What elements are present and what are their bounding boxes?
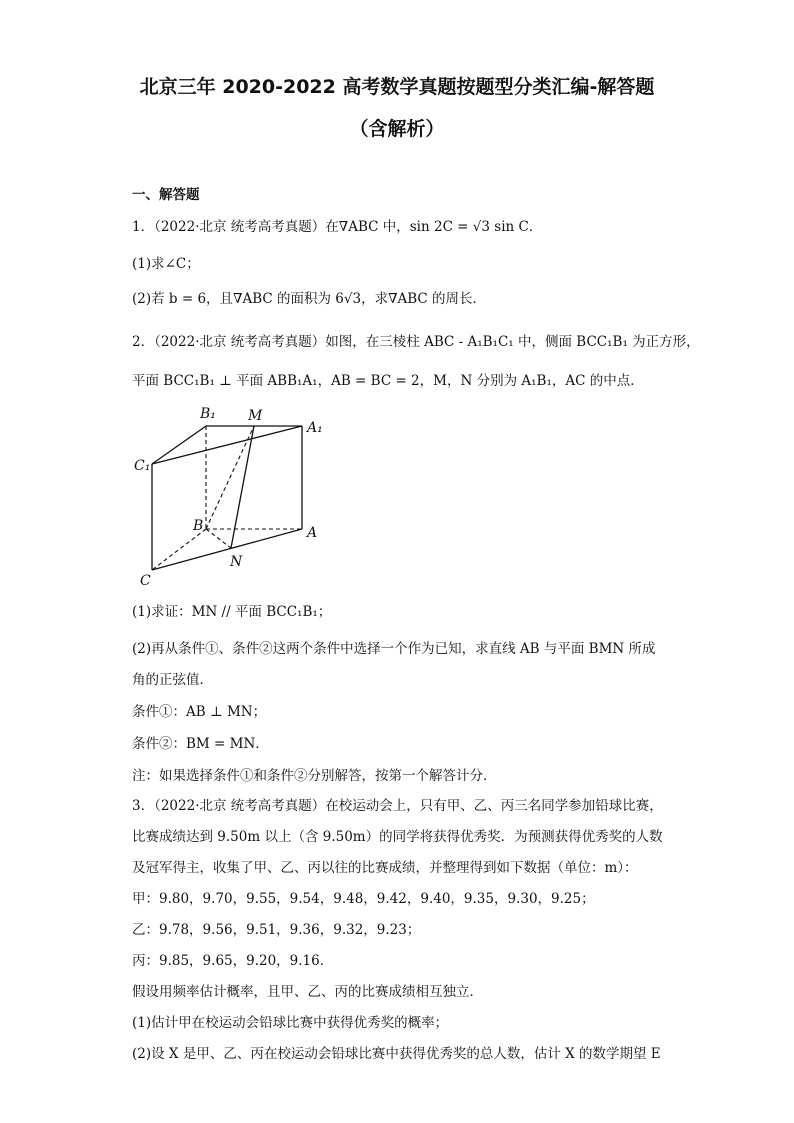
text-line: (1)求∠C；	[132, 256, 200, 272]
text-line: 比赛成绩达到 9.50m 以上（含 9.50m）的同学将获得优秀奖．为预测获得优秀奖的人数	[132, 829, 663, 845]
label-b: B	[193, 518, 204, 534]
segment-b-n	[206, 529, 231, 548]
segment-m-n	[231, 426, 254, 548]
label-c1: C₁	[134, 458, 151, 474]
text-line: 条件①：AB ⊥ MN；	[132, 704, 267, 720]
text-line: 乙：9.78，9.56，9.51，9.36，9.32，9.23；	[132, 922, 421, 938]
edge-c-a	[152, 529, 302, 570]
label-n: N	[230, 554, 243, 570]
edge-c1-b1	[152, 426, 206, 464]
text-line: (1)估计甲在校运动会铅球比赛中获得优秀奖的概率；	[132, 1015, 449, 1031]
text-line: 注：如果选择条件①和条件②分别解答，按第一个解答计分．	[132, 768, 497, 784]
text-line: 3．（2022·北京 统考高考真题）在校运动会上，只有甲、乙、丙三名同学参加铅球比赛，	[132, 798, 663, 814]
text-line: 条件②：BM = MN．	[132, 736, 269, 752]
text-line: (2)再从条件①、条件②这两个条件中选择一个作为已知，求直线 AB 与平面 BMN 所成	[132, 641, 656, 657]
text-line: 丙：9.85，9.65，9.20，9.16．	[132, 953, 334, 969]
label-b1: B₁	[200, 406, 216, 422]
text-line: (2)若 b = 6，且∇ABC 的面积为 6√3，求∇ABC 的周长．	[132, 291, 487, 307]
text-line: (1)求证：MN // 平面 BCC₁B₁；	[132, 604, 332, 620]
label-a1: A₁	[307, 420, 323, 436]
text-line: (2)设 X 是甲、乙、丙在校运动会铅球比赛中获得优秀奖的总人数，估计 X 的数学期望 E	[132, 1046, 661, 1062]
text-line: 甲：9.80，9.70，9.55，9.54，9.48，9.42，9.40，9.35，9.30，9.25；	[132, 891, 595, 907]
text-line: 及冠军得主，收集了甲、乙、丙以往的比赛成绩，并整理得到如下数据（单位：m）：	[132, 860, 638, 876]
label-m: M	[248, 408, 263, 424]
text-line: 角的正弦值．	[132, 672, 213, 688]
doc-title-line1: 北京三年 2020-2022 高考数学真题按题型分类汇编-解答题	[139, 76, 655, 98]
edge-b-c	[152, 529, 206, 570]
text-line: 假设用频率估计概率，且甲、乙、丙的比赛成绩相互独立．	[132, 984, 483, 1000]
section-heading: 一、解答题	[132, 187, 200, 203]
text-line: 2．（2022·北京 统考高考真题）如图，在三棱柱 ABC - A₁B₁C₁ 中，侧面 BCC₁B₁ 为正方形，	[132, 334, 700, 350]
doc-title-line2: （含解析）	[349, 118, 445, 140]
text-line: 1．（2022·北京 统考高考真题）在∇ABC 中，sin 2C = √3 sin C．	[132, 219, 543, 235]
label-c: C	[140, 573, 151, 589]
text-line: 平面 BCC₁B₁ ⊥ 平面 ABB₁A₁，AB = BC = 2，M，N 分别为 A₁B₁，AC 的中点．	[132, 373, 644, 389]
edge-c1-a1	[152, 426, 302, 464]
prism-figure	[130, 402, 350, 592]
label-a: A	[307, 525, 318, 541]
segment-b-m	[206, 426, 254, 529]
